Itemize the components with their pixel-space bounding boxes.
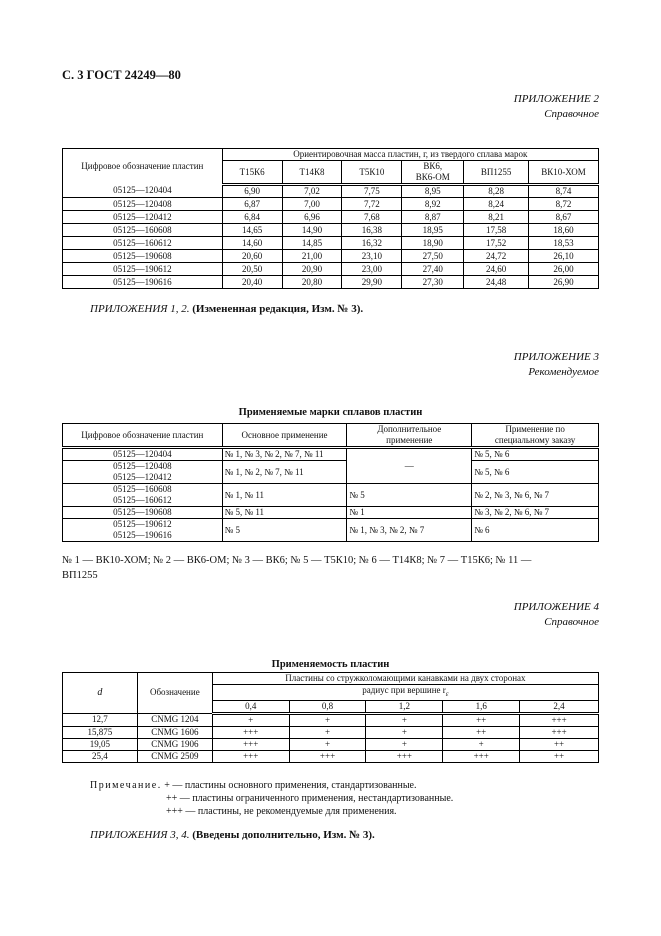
radius-header: 0,4 (212, 700, 289, 713)
plate-code: 05125—190608 (113, 507, 172, 517)
plate-code: 05125—190608 (63, 250, 223, 263)
table-row (63, 211, 599, 224)
mass-col-header: ВК10-ХОМ (529, 161, 599, 185)
mass-cell: 27,40 (402, 263, 464, 276)
special-use: № 5, № 6 (472, 461, 599, 484)
designation: CNMG 1606 (137, 726, 212, 738)
extra-use: № 5 (347, 484, 472, 507)
mass-cell: 18,90 (402, 237, 464, 250)
alloys-col-header: Дополнительное применение (347, 424, 472, 448)
mass-cell: 26,10 (529, 250, 599, 263)
applicability-cell: + (366, 738, 443, 750)
plate-code: 05125—120404 (113, 449, 172, 459)
d-value: 25,4 (63, 750, 138, 762)
alloys-legend: № 1 — ВК10-ХОМ; № 2 — ВК6-ОМ; № 3 — ВК6; № 5 — Т5К10; № 6 — Т14К8; № 7 — Т15К6; № 11 — ВП1255 (62, 555, 532, 581)
mass-cell: 16,32 (342, 237, 402, 250)
mass-cell: 24,72 (464, 250, 529, 263)
applicability-cell: + (289, 713, 366, 726)
group-header-1: Пластины со стружколомающими канавками на двух сторонах (212, 673, 598, 685)
table-row (63, 519, 599, 542)
mass-cell: 8,92 (402, 198, 464, 211)
table-row (63, 276, 599, 289)
mass-cell: 7,68 (342, 211, 402, 224)
mass-cell: 17,52 (464, 237, 529, 250)
mass-col-header: Т5К10 (342, 161, 402, 185)
plate-code: 05125—160608 (63, 224, 223, 237)
mass-cell: 7,75 (342, 185, 402, 198)
applicability-cell: + (366, 726, 443, 738)
applicability-cell: +++ (520, 726, 599, 738)
plate-code: 05125—120412 (113, 472, 172, 482)
designation: CNMG 1204 (137, 713, 212, 726)
mass-cell: 8,24 (464, 198, 529, 211)
radius-subscript: ε (445, 689, 449, 698)
appendix-4-subtitle: Справочное (544, 616, 599, 628)
mass-cell: 24,60 (464, 263, 529, 276)
mass-cell: 24,48 (464, 276, 529, 289)
col-designation: Обозначение (137, 673, 212, 714)
radius-header: 1,6 (443, 700, 520, 713)
designation: CNMG 1906 (137, 738, 212, 750)
applicability-cell: +++ (520, 713, 599, 726)
applicability-cell: + (366, 713, 443, 726)
mass-cell: 6,87 (222, 198, 282, 211)
mass-cell: 23,10 (342, 250, 402, 263)
applicability-cell: ++ (443, 726, 520, 738)
main-use: № 1, № 11 (222, 484, 347, 507)
applicability-cell: +++ (212, 726, 289, 738)
applicability-cell: +++ (366, 750, 443, 762)
table-row (63, 461, 599, 484)
appendix-4-title: ПРИЛОЖЕНИЕ 4 (513, 601, 599, 613)
applicability-cell: + (212, 713, 289, 726)
mass-cell: 8,74 (529, 185, 599, 198)
mass-cell: 26,00 (529, 263, 599, 276)
main-use: № 1, № 2, № 7, № 11 (222, 461, 347, 484)
mass-cell: 18,53 (529, 237, 599, 250)
appendix-3-caption: Применяемые марки сплавов пластин (238, 407, 423, 418)
mass-cell: 20,60 (222, 250, 282, 263)
mass-cell: 16,38 (342, 224, 402, 237)
table-row (63, 198, 599, 211)
applicability-cell: + (289, 726, 366, 738)
mass-cell: 8,21 (464, 211, 529, 224)
mass-cell: 29,90 (342, 276, 402, 289)
designation: CNMG 2509 (137, 750, 212, 762)
mass-cell: 20,80 (282, 276, 342, 289)
mass-cell: 6,90 (222, 185, 282, 198)
appendix-4-caption: Применяемость пластин (271, 659, 390, 670)
d-value: 15,875 (63, 726, 138, 738)
applicability-cell: +++ (212, 738, 289, 750)
main-use: № 1, № 3, № 2, № 7, № 11 (222, 448, 347, 461)
plate-code: 05125—190616 (113, 530, 172, 540)
mass-cell: 8,87 (402, 211, 464, 224)
plate-code: 05125—160608 (113, 484, 172, 494)
mass-cell: 27,50 (402, 250, 464, 263)
applicability-cell: ++ (520, 738, 599, 750)
mass-cell: 21,00 (282, 250, 342, 263)
mass-cell: 8,67 (529, 211, 599, 224)
radius-header: 1,2 (366, 700, 443, 713)
mass-cell: 7,00 (282, 198, 342, 211)
mass-cell: 20,90 (282, 263, 342, 276)
mass-cell: 20,50 (222, 263, 282, 276)
appendix-1-2-note (90, 303, 363, 315)
applicability-cell: ++ (520, 750, 599, 762)
mass-cell: 6,96 (282, 211, 342, 224)
mass-cell: 14,90 (282, 224, 342, 237)
mass-cell: 18,95 (402, 224, 464, 237)
plate-code: 05125—190616 (63, 276, 223, 289)
appendix-3-title: ПРИЛОЖЕНИЕ 3 (513, 351, 599, 363)
mass-cell: 23,00 (342, 263, 402, 276)
plate-codes (63, 448, 223, 461)
group-header-2 (212, 685, 598, 701)
table-row (63, 750, 599, 762)
mass-col-header: ВК6, ВК6-ОМ (402, 161, 464, 185)
alloys-table (62, 423, 599, 542)
extra-use: № 1, № 3, № 2, № 7 (347, 519, 472, 542)
alloys-col-header: Применение по специальному заказу (472, 424, 599, 448)
mass-cell: 8,28 (464, 185, 529, 198)
mass-row-header: Цифровое обозначение пластин (63, 149, 223, 185)
table-row (63, 726, 599, 738)
notes-block (90, 779, 453, 818)
appendix-3-4-note (90, 829, 375, 841)
mass-cell: 7,72 (342, 198, 402, 211)
extra-use-dash: — (347, 448, 472, 484)
note-italic: ПРИЛОЖЕНИЯ 1, 2. (90, 303, 190, 315)
plate-code: 05125—160612 (113, 495, 172, 505)
note-bold: (Измененная редакция, Изм. № 3). (192, 303, 364, 315)
mass-cell: 27,30 (402, 276, 464, 289)
special-use: № 2, № 3, № 6, № 7 (472, 484, 599, 507)
table-row (63, 507, 599, 519)
plate-code: 05125—120408 (113, 461, 172, 471)
alloys-col-header: Основное применение (222, 424, 347, 448)
applicability-cell: +++ (443, 750, 520, 762)
applicability-cell: +++ (212, 750, 289, 762)
plate-code: 05125—120408 (63, 198, 223, 211)
mass-table (62, 148, 599, 289)
plate-code: 05125—120404 (63, 185, 223, 198)
plate-codes (63, 519, 223, 542)
radius-header: 2,4 (520, 700, 599, 713)
mass-col-header: Т15К6 (222, 161, 282, 185)
alloys-col-header: Цифровое обозначение пластин (63, 424, 223, 448)
note-line: + — пластины основного применения, стандартизованные. (164, 780, 417, 791)
mass-cell: 8,72 (529, 198, 599, 211)
table-row (63, 738, 599, 750)
plate-code: 05125—120412 (63, 211, 223, 224)
table-row (63, 185, 599, 198)
table-row (63, 237, 599, 250)
note-line: ++ — пластины ограниченного применения, нестандартизованные. (166, 793, 454, 804)
special-use: № 5, № 6 (472, 448, 599, 461)
appendix-3-subtitle: Рекомендуемое (528, 366, 599, 378)
extra-use: № 1 (347, 507, 472, 519)
mass-col-header: Т14К8 (282, 161, 342, 185)
table-row (63, 713, 599, 726)
plate-codes (63, 461, 223, 484)
page-header: С. 3 ГОСТ 24249—80 (62, 68, 181, 82)
plate-codes (63, 507, 223, 519)
applicability-table (62, 672, 599, 763)
mass-cell: 18,60 (529, 224, 599, 237)
table-row (63, 448, 599, 461)
table-row (63, 224, 599, 237)
mass-cell: 20,40 (222, 276, 282, 289)
appendix-3-label (514, 350, 599, 380)
d-value: 19,05 (63, 738, 138, 750)
appendix-2-label (514, 92, 599, 122)
plate-code: 05125—190612 (63, 263, 223, 276)
d-value: 12,7 (63, 713, 138, 726)
mass-cell: 6,84 (222, 211, 282, 224)
mass-cell: 14,85 (282, 237, 342, 250)
note-italic: ПРИЛОЖЕНИЯ 3, 4. (90, 829, 190, 841)
special-use: № 3, № 2, № 6, № 7 (472, 507, 599, 519)
table-row (63, 250, 599, 263)
mass-cell: 17,58 (464, 224, 529, 237)
mass-cell: 14,60 (222, 237, 282, 250)
plate-code: 05125—190612 (113, 519, 172, 529)
mass-cell: 8,95 (402, 185, 464, 198)
mass-cell: 26,90 (529, 276, 599, 289)
table-row (63, 263, 599, 276)
radius-label: радиус при вершине r (362, 685, 446, 695)
mass-group-header: Ориентировочная масса пластин, г, из твердого сплава марок (222, 149, 598, 161)
applicability-cell: ++ (443, 713, 520, 726)
special-use: № 6 (472, 519, 599, 542)
applicability-cell: + (443, 738, 520, 750)
note-bold: (Введены дополнительно, Изм. № 3). (192, 829, 375, 841)
table-row (63, 484, 599, 507)
applicability-cell: + (289, 738, 366, 750)
mass-cell: 7,02 (282, 185, 342, 198)
plate-code: 05125—160612 (63, 237, 223, 250)
appendix-4-label (514, 600, 599, 630)
plate-codes (63, 484, 223, 507)
applicability-cell: +++ (289, 750, 366, 762)
mass-cell: 14,65 (222, 224, 282, 237)
radius-header: 0,8 (289, 700, 366, 713)
note-line: +++ — пластины, не рекомендуемые для применения. (166, 806, 397, 817)
appendix-2-subtitle: Справочное (544, 108, 599, 120)
main-use: № 5 (222, 519, 347, 542)
col-d: d (63, 673, 138, 714)
mass-col-header: ВП1255 (464, 161, 529, 185)
main-use: № 5, № 11 (222, 507, 347, 519)
appendix-2-title: ПРИЛОЖЕНИЕ 2 (513, 93, 599, 105)
notes-label: Примечание. (90, 780, 162, 791)
